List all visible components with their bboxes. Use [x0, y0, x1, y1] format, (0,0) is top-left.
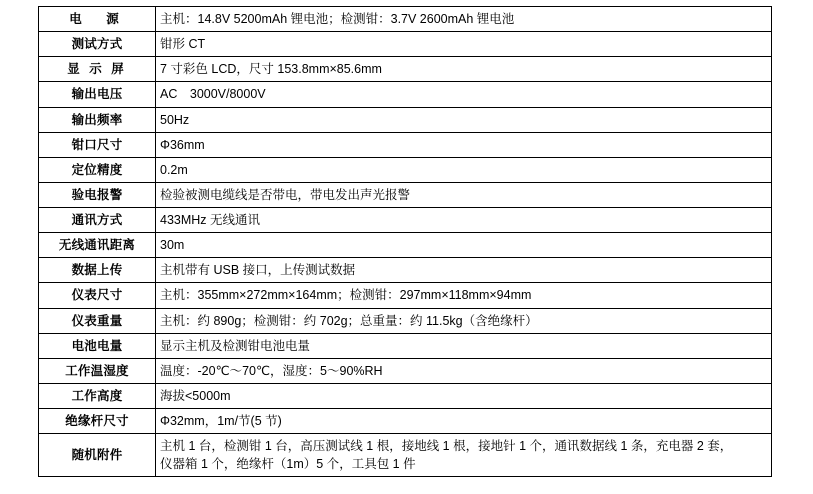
spec-value-line: AC 3000V/8000V	[160, 87, 266, 102]
spec-value-line: 温度：-20℃～70℃，湿度：5～90%RH	[160, 363, 383, 378]
spec-value-line: 30m	[160, 238, 185, 253]
spec-value-line: Φ32mm，1m/节(5 节)	[160, 414, 282, 428]
spec-label-cell	[39, 182, 156, 207]
table-row	[39, 32, 772, 57]
spec-value-line: Φ36mm	[160, 137, 205, 152]
spec-label-cell	[39, 258, 156, 283]
spec-value-line: 主机 1 台，检测钳 1 台，高压测试线 1 根，接地线 1 根，接地针 1 个，通讯数据线 1 条，充电器 2 套，	[160, 439, 733, 454]
spec-label-text: 工作高度	[71, 388, 123, 403]
spec-value-cell	[156, 333, 772, 358]
table-row	[39, 358, 772, 383]
specification-table	[38, 6, 772, 477]
spec-value-line: 0.2m	[160, 162, 188, 177]
table-row	[39, 283, 772, 308]
spec-label-text: 输出频率	[71, 112, 123, 127]
table-row	[39, 333, 772, 358]
spec-value-line: 主机：355mm×272mm×164mm；检测钳：297mm×118mm×94mm	[160, 288, 532, 303]
spec-value-cell	[156, 82, 772, 107]
spec-value-cell	[156, 57, 772, 82]
spec-value-cell	[156, 308, 772, 333]
spec-value-cell	[156, 283, 772, 308]
spec-value-line: 仪器箱 1 个，绝缘杆（1m）5 个，工具包 1 件	[160, 457, 416, 472]
table-body	[39, 7, 772, 477]
table-row	[39, 308, 772, 333]
spec-value-cell	[156, 7, 772, 32]
table-row	[39, 409, 772, 434]
spec-value-cell	[156, 409, 772, 434]
spec-value-cell	[156, 258, 772, 283]
spec-label-text: 验电报警	[71, 187, 123, 202]
spec-label-text: 钳口尺寸	[71, 137, 123, 152]
spec-label-cell	[39, 107, 156, 132]
table-row	[39, 434, 772, 477]
table-row	[39, 57, 772, 82]
table-row	[39, 383, 772, 408]
spec-label-text: 无线通讯距离	[58, 238, 136, 253]
spec-label-cell	[39, 283, 156, 308]
table-row	[39, 107, 772, 132]
spec-label-text: 定位精度	[71, 162, 123, 177]
table-row	[39, 233, 772, 258]
spec-label-cell	[39, 358, 156, 383]
table-row	[39, 208, 772, 233]
spec-value-cell	[156, 233, 772, 258]
spec-label-cell	[39, 409, 156, 434]
spec-label-cell	[39, 7, 156, 32]
spec-label-text: 随机附件	[71, 448, 123, 463]
spec-value-line: 主机：约 890g；检测钳：约 702g；总重量：约 11.5kg（含绝缘杆）	[160, 313, 538, 328]
spec-value-cell	[156, 208, 772, 233]
spec-value-line: 主机：14.8V 5200mAh 锂电池；检测钳：3.7V 2600mAh 锂电池	[160, 12, 515, 26]
spec-value-cell	[156, 383, 772, 408]
spec-value-cell	[156, 107, 772, 132]
table-row	[39, 182, 772, 207]
spec-value-cell	[156, 358, 772, 383]
spec-label-cell	[39, 383, 156, 408]
spec-label-text: 显 示 屏	[67, 62, 127, 77]
table-row	[39, 258, 772, 283]
spec-label-cell	[39, 57, 156, 82]
spec-label-text: 仪表尺寸	[71, 288, 123, 303]
spec-label-cell	[39, 208, 156, 233]
table-row	[39, 132, 772, 157]
spec-label-text: 工作温湿度	[65, 363, 129, 378]
spec-value-line: 50Hz	[160, 112, 190, 127]
spec-value-cell	[156, 182, 772, 207]
spec-label-text: 电 源	[69, 12, 125, 26]
spec-value-line: 主机带有 USB 接口，上传测试数据	[160, 263, 356, 278]
spec-value-line: 检验被测电缆线是否带电，带电发出声光报警	[160, 187, 411, 202]
spec-value-cell	[156, 132, 772, 157]
spec-label-cell	[39, 82, 156, 107]
spec-value-cell	[156, 157, 772, 182]
spec-label-cell	[39, 132, 156, 157]
spec-value-cell	[156, 32, 772, 57]
table-row	[39, 7, 772, 32]
spec-label-cell	[39, 434, 156, 477]
spec-value-line: 7 寸彩色 LCD，尺寸 153.8mm×85.6mm	[160, 62, 382, 77]
spec-label-text: 数据上传	[71, 263, 123, 278]
spec-label-cell	[39, 157, 156, 182]
table-row	[39, 157, 772, 182]
spec-value-line: 显示主机及检测钳电池电量	[160, 338, 311, 353]
spec-label-cell	[39, 308, 156, 333]
spec-label-text: 电池电量	[71, 338, 123, 353]
spec-label-text: 绝缘杆尺寸	[65, 414, 129, 428]
table-row	[39, 82, 772, 107]
spec-label-cell	[39, 333, 156, 358]
spec-label-cell	[39, 32, 156, 57]
spec-label-text: 仪表重量	[71, 313, 123, 328]
spec-label-text: 测试方式	[71, 37, 123, 52]
spec-value-cell	[156, 434, 772, 477]
spec-value-line: 433MHz 无线通讯	[160, 213, 261, 227]
spec-label-text: 输出电压	[71, 87, 123, 102]
spec-value-line: 钳形 CT	[160, 37, 206, 52]
spec-label-text: 通讯方式	[71, 213, 123, 227]
spec-label-cell	[39, 233, 156, 258]
spec-value-line: 海拔<5000m	[160, 388, 231, 403]
